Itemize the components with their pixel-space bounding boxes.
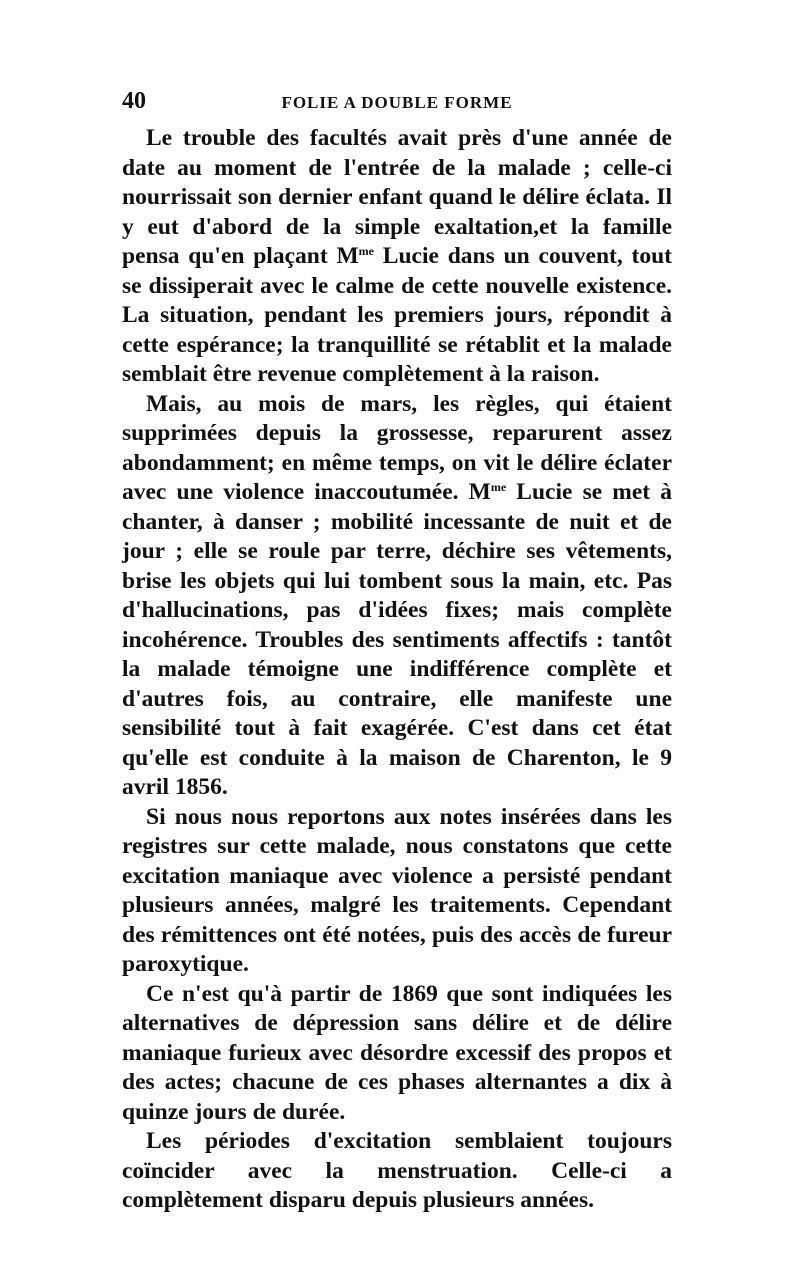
text-segment: Mais, au mois de mars, les règles, qui étaient supprimées depuis la grossesse, reparurent assez abondamment; en même temps, on vit le délire éclater avec une violence inaccoutumée. M bbox=[122, 390, 672, 505]
abbreviation-superscript: me bbox=[490, 480, 507, 494]
page-number: 40 bbox=[122, 88, 146, 114]
body-text bbox=[122, 124, 672, 1216]
paragraph bbox=[122, 980, 672, 1128]
running-title: FOLIE A DOUBLE FORME bbox=[281, 93, 513, 112]
paragraph bbox=[122, 390, 672, 803]
paragraph bbox=[122, 803, 672, 980]
page-header bbox=[122, 88, 672, 118]
text-segment: Le trouble des facultés avait près d'une année de date au moment de l'entrée de la malade ; celle-ci nourrissait son dernier enfant quand le délire éclata. Il y eut d'abord de la simple exaltation,et la famille pensa qu'en plaçant M bbox=[122, 125, 672, 269]
text-segment: Lucie dans un couvent, tout se dissiperait avec le calme de cette nouvelle existence. La situation, pendant les premiers jours, répondit à cette espérance; la tranquillité se rétablit et la malade semblait être revenue complètement à la raison. bbox=[122, 243, 672, 387]
paragraph bbox=[122, 124, 672, 390]
text-segment: Les périodes d'excitation semblaient toujours coïncider avec la menstruation. Celle-ci a complètement disparu depuis plusieurs années. bbox=[122, 1128, 672, 1213]
abbreviation-superscript: me bbox=[358, 244, 374, 258]
paragraph bbox=[122, 1127, 672, 1216]
text-segment: Ce n'est qu'à partir de 1869 que sont indiquées les alternatives de dépression sans délire et de délire maniaque furieux avec désordre excessif des propos et des actes; chacune de ces phases alternantes a dix à quinze jours de durée. bbox=[122, 980, 672, 1125]
text-segment: Si nous nous reportons aux notes insérées dans les registres sur cette malade, nous constatons que cette excitation maniaque avec violence a persisté pendant plusieurs années, malgré les traitements. Cependant des rémittences ont été notées, puis des accès de fureur paroxytique. bbox=[122, 803, 672, 977]
text-segment: Lucie se met à chanter, à danser ; mobilité incessante de nuit et de jour ; elle se roule par terre, déchire ses vêtements, brise les objets qui lui tombent sous la main, etc. Pas d'hallucinations, pas d'idées fixes; mais complète incohérence. Troubles des sentiments affectifs : tantôt la malade témoigne une indifférence complète et d'autres fois, au contraire, elle manifeste une sensibilité tout à fait exagérée. C'est dans cet état qu'elle est conduite à la maison de Charenton, le 9 avril 1856. bbox=[122, 479, 673, 800]
